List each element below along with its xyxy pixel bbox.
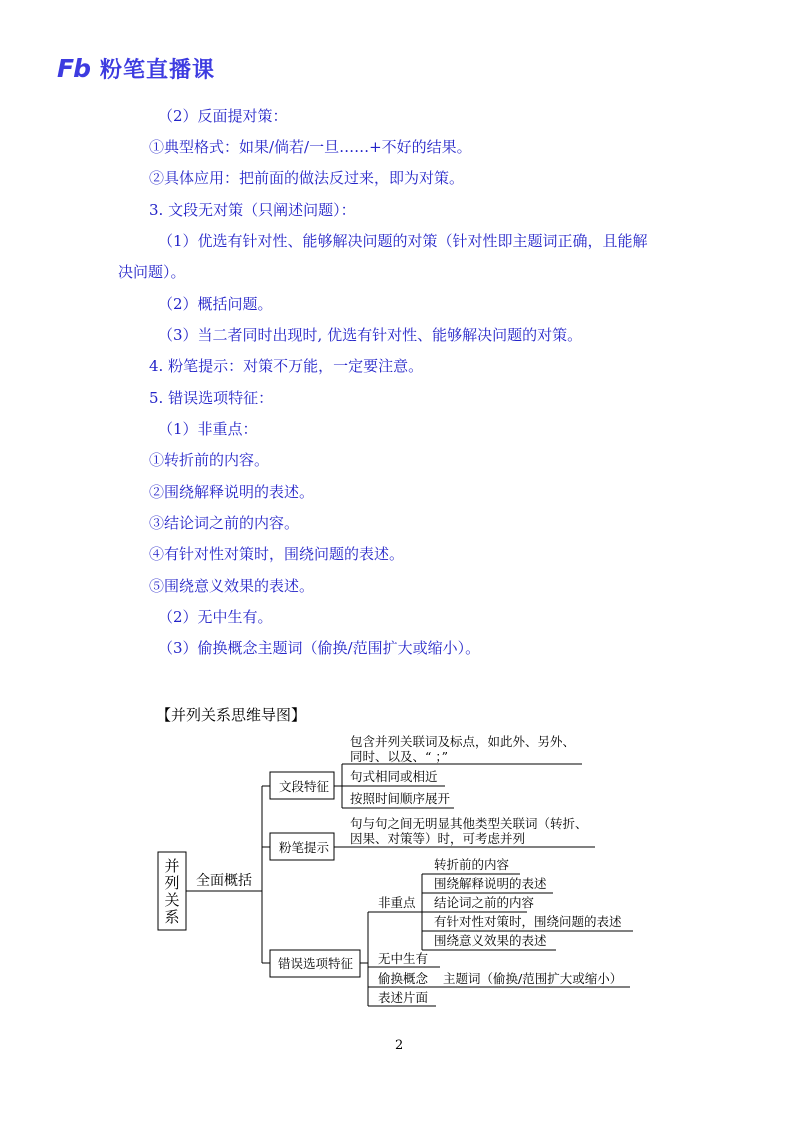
root-char: 关: [164, 891, 180, 909]
branch2-label: 粉笔提示: [279, 840, 330, 855]
root-char: 并: [164, 857, 180, 875]
root-char: 列: [164, 874, 180, 892]
text-line: ②具体应用：把前面的做法反过来，即为对策。: [149, 169, 465, 187]
text-line: 5. 错误选项特征：: [149, 389, 274, 407]
sub1-item: 转折前的内容: [434, 857, 510, 872]
text-line: ③结论词之前的内容。: [149, 514, 300, 532]
level1-label: 全面概括: [196, 873, 252, 889]
logo-mark: Fb: [57, 53, 90, 83]
branch2-item: 句与句之间无明显其他类型关联词（转折、: [350, 816, 588, 831]
text-line: （1）优选有针对性、能够解决问题的对策（针对性即主题词正确，且能解: [158, 232, 648, 250]
sub3-detail: 主题词（偷换/范围扩大或缩小）: [443, 971, 623, 986]
sub1-item: 围绕解释说明的表述: [434, 876, 547, 891]
branch1-label: 文段特征: [279, 779, 330, 794]
sub1-item: 围绕意义效果的表述: [434, 933, 547, 948]
text-line: 4. 粉笔提示：对策不万能，一定要注意。: [149, 357, 424, 375]
text-line: （3）偷换概念主题词（偷换/范围扩大或缩小）。: [158, 639, 481, 657]
text-line: ⑤围绕意义效果的表述。: [149, 577, 315, 595]
sub2-label: 无中生有: [378, 951, 429, 966]
sub1-item: 结论词之前的内容: [434, 895, 535, 910]
page-number: 2: [395, 1038, 404, 1053]
mindmap-title: 【并列关系思维导图】: [156, 706, 307, 724]
sub1-item: 有针对性对策时，围绕问题的表述: [434, 914, 622, 929]
branch2-item: 因果、对策等）时，可考虑并列: [350, 831, 526, 846]
text-line: ①典型格式：如果/倘若/一旦……+不好的结果。: [149, 138, 472, 156]
text-line: （2）无中生有。: [158, 608, 273, 626]
branch1-item: 按照时间顺序展开: [350, 791, 451, 806]
text-line: （1）非重点：: [158, 420, 258, 438]
branch1-item: 句式相同或相近: [350, 769, 438, 784]
text-line: 决问题）。: [118, 263, 186, 281]
logo-text: 粉笔直播课: [99, 57, 215, 83]
root-char: 系: [164, 908, 180, 926]
sub1-label: 非重点: [378, 895, 416, 910]
text-line: （2）反面提对策：: [158, 107, 288, 125]
text-line: ②围绕解释说明的表述。: [149, 483, 315, 501]
text-line: （2）概括问题。: [158, 295, 273, 313]
text-line: 3. 文段无对策（只阐述问题）：: [149, 201, 356, 219]
branch1-item: 包含并列关联词及标点，如此外、另外、: [350, 734, 576, 749]
text-line: ④有针对性对策时，围绕问题的表述。: [149, 545, 405, 563]
branch1-item: 同时、以及、“ ；”: [350, 749, 449, 764]
text-line: （3）当二者同时出现时, 优选有针对性、能够解决问题的对策。: [158, 326, 583, 344]
sub4-label: 表述片面: [378, 990, 429, 1005]
text-line: ①转折前的内容。: [149, 451, 270, 469]
branch3-label: 错误选项特征: [278, 956, 354, 971]
sub3-label: 偷换概念: [378, 971, 429, 986]
